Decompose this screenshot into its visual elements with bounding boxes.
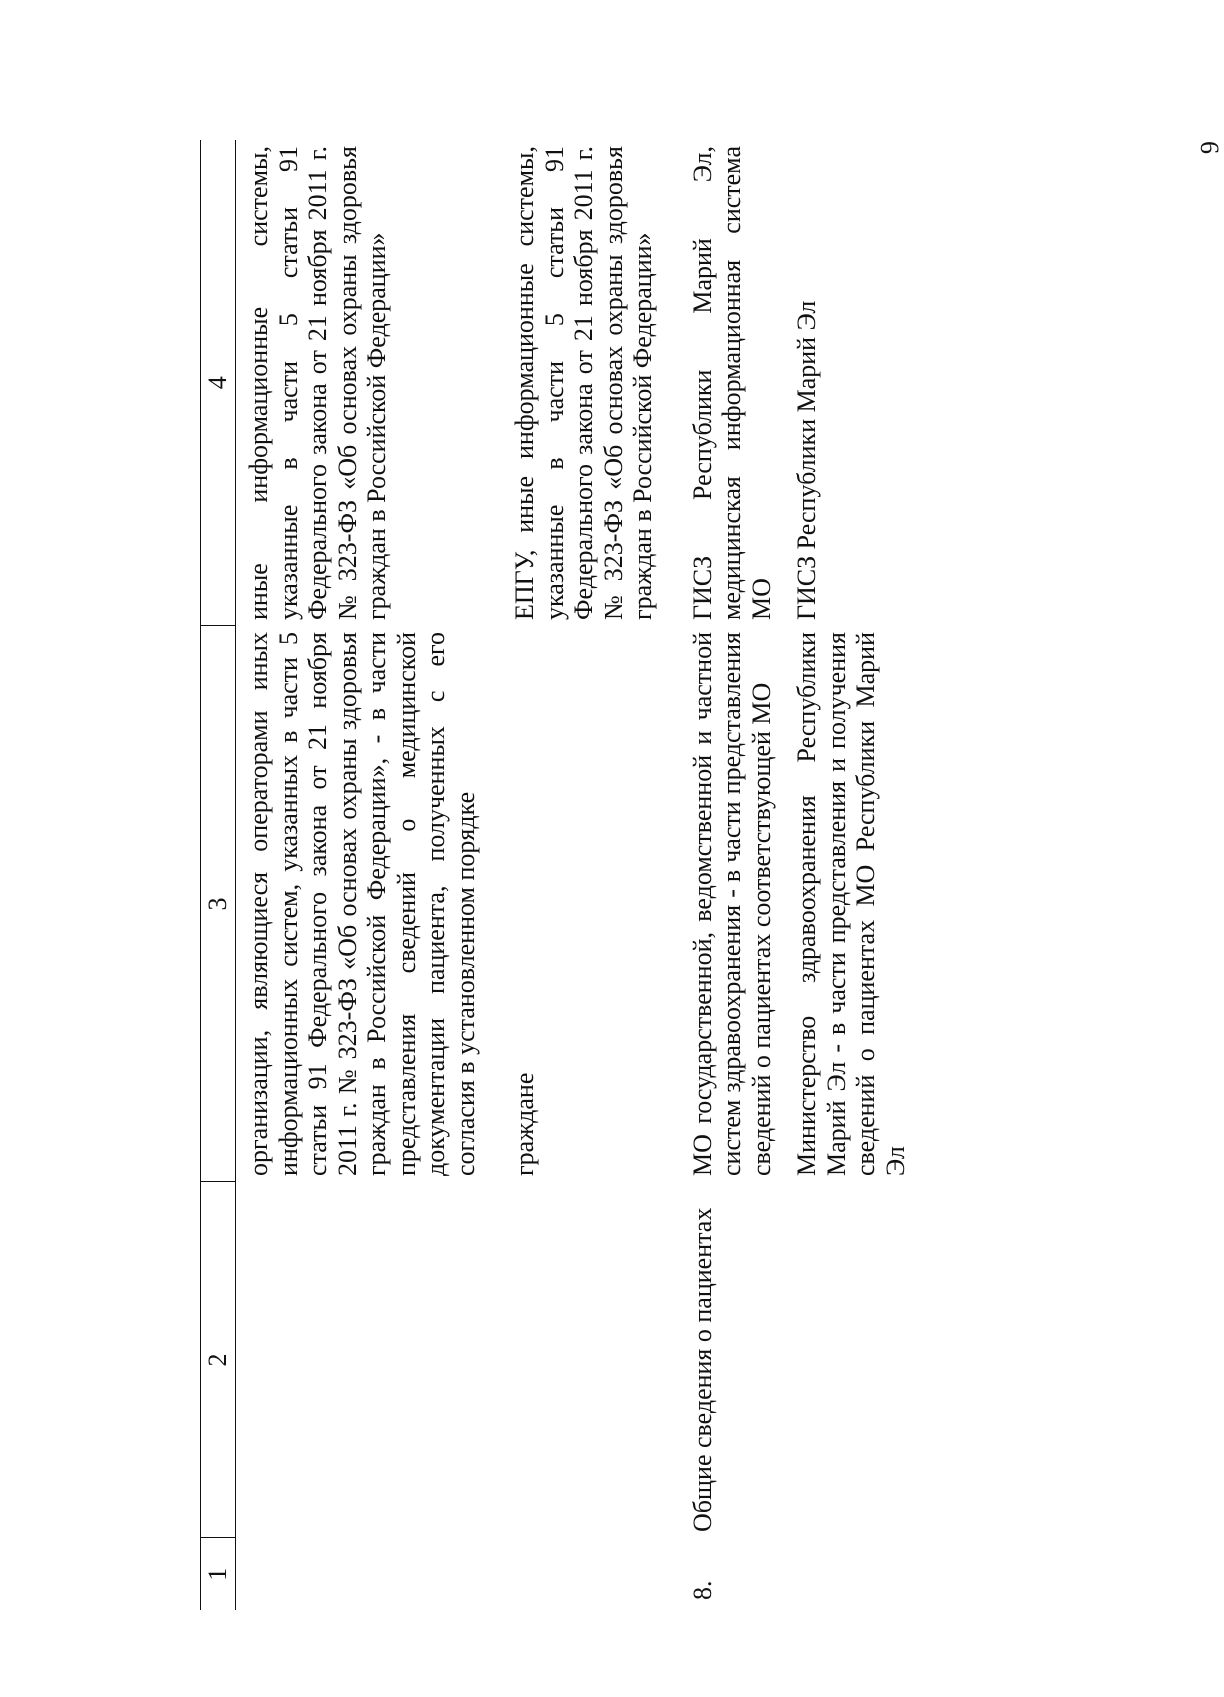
header-col-2: 2	[201, 1182, 236, 1538]
participant: Министерство здравоохранения Республики Марий Эл - в части представления и получения сведений о пациентах МО Республики Марий Эл	[792, 632, 910, 1176]
table-row	[776, 140, 910, 1610]
table-row	[236, 140, 481, 1610]
table-row	[480, 140, 658, 1610]
row-number	[776, 1538, 910, 1610]
table-body	[236, 140, 911, 1610]
info-type	[480, 1182, 658, 1538]
row-number	[480, 1538, 658, 1610]
info-type	[776, 1182, 910, 1538]
header-col-4: 4	[201, 140, 236, 626]
information-system: иные информационные системы, указанные в части 5 статьи 91 Федерального закона от 21 ноября 2011 г. № 323-ФЗ «Об основах охраны здоровья граждан в Российской Федерации»	[244, 146, 391, 620]
table-header-row	[201, 140, 236, 1610]
header-col-3: 3	[201, 626, 236, 1182]
info-type: Общие сведения о пациентах	[687, 1207, 717, 1532]
page-number: 6	[1195, 141, 1224, 154]
header-col-1: 1	[201, 1538, 236, 1610]
participant: МО государственной, ведомственной и частной систем здравоохранения - в части представления сведений о пациентах соответствующей МО	[687, 632, 776, 1176]
participant: граждане	[510, 1072, 539, 1176]
rotated-page-content	[200, 140, 1090, 1610]
information-system: ЕПГУ, иные информационные системы, указанные в части 5 статьи 91 Федерального закона от 21 ноября 2011 г. № 323-ФЗ «Об основах охраны здоровья граждан в Российской Федерации»	[510, 146, 657, 620]
table-row	[658, 140, 777, 1610]
participant: организации, являющиеся операторами иных информационных систем, указанных в части 5 статьи 91 Федерального закона от 21 ноября 2011 г. № 323-ФЗ «Об основах охраны здоровья граждан в Российской Федерации», - в части представления сведений о медицинской документации пациента, полученных с его согласия в установленном порядке	[244, 632, 480, 1176]
info-type	[236, 1182, 481, 1538]
table-header	[201, 140, 236, 1610]
row-number: 8.	[687, 1580, 717, 1600]
row-number	[236, 1538, 481, 1610]
document-table	[200, 140, 910, 1610]
information-system: ГИСЗ Республики Марий Эл, медицинская информационная система МО	[687, 146, 776, 620]
information-system: ГИСЗ Республики Марий Эл	[792, 300, 821, 620]
